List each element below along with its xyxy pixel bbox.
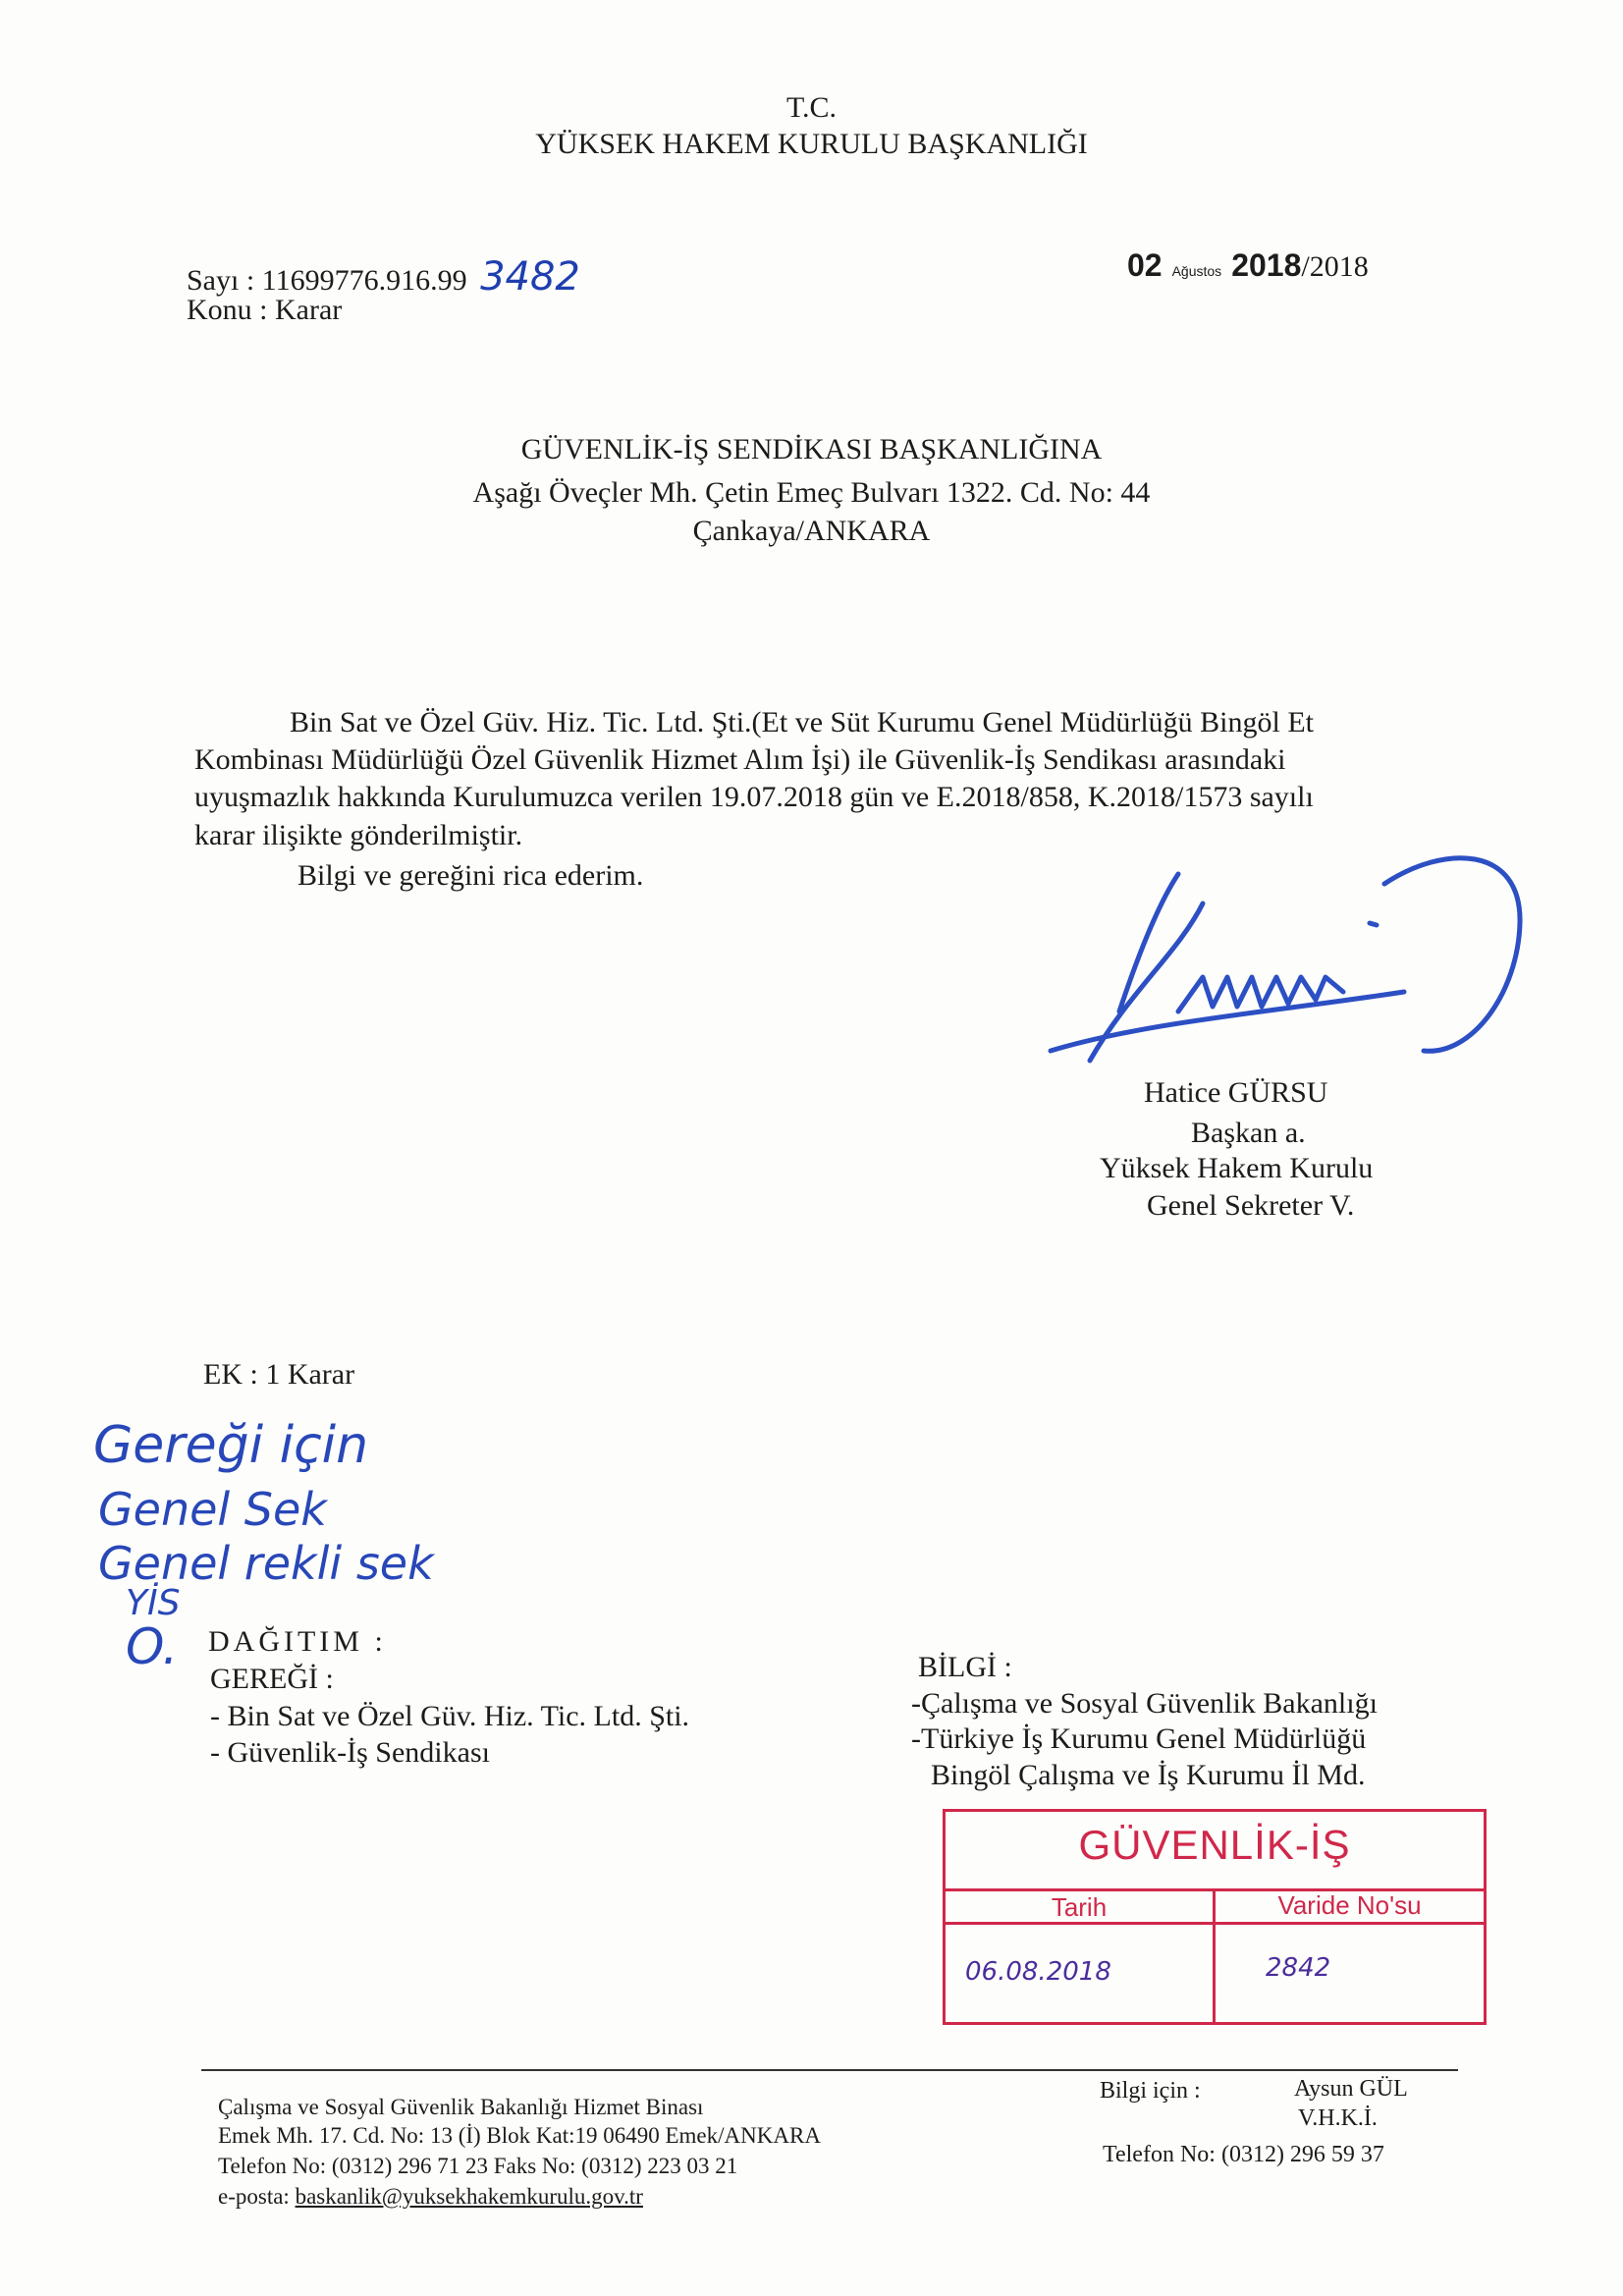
footer-email-label: e-posta:	[218, 2184, 296, 2209]
receipt-stamp-number-value: 2842	[1266, 1953, 1331, 1983]
signature-title2: Yüksek Hakem Kurulu	[1100, 1152, 1374, 1184]
footer-address-line2: Emek Mh. 17. Cd. No: 13 (İ) Blok Kat:19 06490 Emek/ANKARA	[218, 2123, 821, 2148]
receipt-stamp-col-date: Tarih	[1051, 1892, 1108, 1922]
footer-info-name: Aysun GÜL	[1294, 2076, 1408, 2102]
handwritten-note-line3: Genel rekli sek	[98, 1537, 434, 1590]
footer-info-phone: Telefon No: (0312) 296 59 37	[1103, 2142, 1384, 2167]
distribution-gerek-item: - Bin Sat ve Özel Güv. Hiz. Tic. Ltd. Şti.	[210, 1700, 690, 1732]
sayi-value: : 11699776.916.99	[245, 264, 467, 297]
receipt-stamp-date-value: 06.08.2018	[965, 1957, 1111, 1987]
distribution-bilgi-item: -Çalışma ve Sosyal Güvenlik Bakanlığı	[911, 1687, 1378, 1720]
footer-email-link[interactable]: baskanlik@yuksekhakemkurulu.gov.tr	[295, 2184, 643, 2209]
receipt-stamp	[943, 1809, 1487, 2025]
distribution-bilgi-item: -Türkiye İş Kurumu Genel Müdürlüğü	[911, 1722, 1367, 1755]
footer-phone-fax: Telefon No: (0312) 296 71 23 Faks No: (0312) 223 03 21	[218, 2154, 738, 2178]
signature-scribble	[1031, 845, 1542, 1100]
handwritten-note-line1: Gereği için	[93, 1416, 369, 1475]
signature-stroke	[1384, 858, 1520, 1052]
sayi-label: Sayı	[187, 264, 240, 297]
signature-title3: Genel Sekreter V.	[1147, 1189, 1355, 1222]
body-p1-line3: uyuşmazlık hakkında Kurulumuzca verilen 19.07.2018 gün ve E.2018/858, K.2018/1573 sayılı	[194, 781, 1314, 813]
body-p2: Bilgi ve gereğini rica ederim.	[298, 859, 644, 892]
header-country: T.C.	[785, 91, 838, 124]
body-p1-line2: Kombinası Müdürlüğü Özel Güvenlik Hizmet Alım İşi) ile Güvenlik-İş Sendikası arasındaki	[194, 743, 1286, 776]
handwritten-note-line4: YİS	[126, 1583, 181, 1623]
date-stamp-day: 02	[1127, 247, 1163, 283]
footer-info-title: V.H.K.İ.	[1298, 2105, 1378, 2131]
signature-stroke	[1119, 874, 1178, 1011]
signature-title1: Başkan a.	[1191, 1117, 1306, 1149]
konu-line	[187, 293, 342, 328]
footer-address-line1: Çalışma ve Sosyal Güvenlik Bakanlığı Hizmet Binası	[218, 2095, 704, 2119]
attachment-label: EK : 1 Karar	[203, 1358, 355, 1391]
distribution-title: DAĞITIM :	[208, 1625, 387, 1658]
footer-email-line	[218, 2184, 643, 2210]
signature-name: Hatice GÜRSU	[1144, 1076, 1328, 1109]
sayi-handwritten: 3482	[480, 254, 580, 300]
date-stamp-year: 2018	[1231, 247, 1302, 283]
distribution-gerek-item: - Güvenlik-İş Sendikası	[210, 1736, 490, 1769]
konu-value: : Karar	[259, 294, 343, 326]
receipt-stamp-title: GÜVENLİK-İŞ	[1078, 1822, 1351, 1868]
receipt-stamp-col-number: Varide No'su	[1277, 1890, 1422, 1920]
date-stamp-month: Ağustos	[1171, 263, 1222, 279]
distribution-gerek-label: GEREĞİ :	[210, 1663, 334, 1695]
footer-rule	[201, 2069, 1458, 2071]
footer-info-label: Bilgi için :	[1100, 2078, 1201, 2104]
body-p1-line1: Bin Sat ve Özel Güv. Hiz. Tic. Ltd. Şti.(Et ve Süt Kurumu Genel Müdürlüğü Bingöl Et	[290, 706, 1314, 738]
signature-stroke	[1370, 923, 1377, 925]
handwritten-note-line2: Genel Sek	[98, 1483, 327, 1536]
handwritten-mark: O.	[126, 1618, 179, 1675]
distribution-bilgi-item: Bingöl Çalışma ve İş Kurumu İl Md.	[931, 1759, 1366, 1791]
date-suffix: /2018	[1301, 250, 1369, 283]
date-stamp	[1127, 247, 1369, 285]
header-institution: YÜKSEK HAKEM KURULU BAŞKANLIĞI	[535, 128, 1088, 160]
recipient-line3: Çankaya/ANKARA	[692, 515, 931, 547]
recipient-line2: Aşağı Öveçler Mh. Çetin Emeç Bulvarı 1322. Cd. No: 44	[472, 476, 1151, 509]
body-p1-line4: karar ilişikte gönderilmiştir.	[194, 819, 523, 851]
konu-label: Konu	[187, 294, 252, 326]
distribution-bilgi-label: BİLGİ :	[918, 1651, 1012, 1683]
recipient-line1: GÜVENLİK-İŞ SENDİKASI BAŞKANLIĞINA	[520, 433, 1103, 465]
